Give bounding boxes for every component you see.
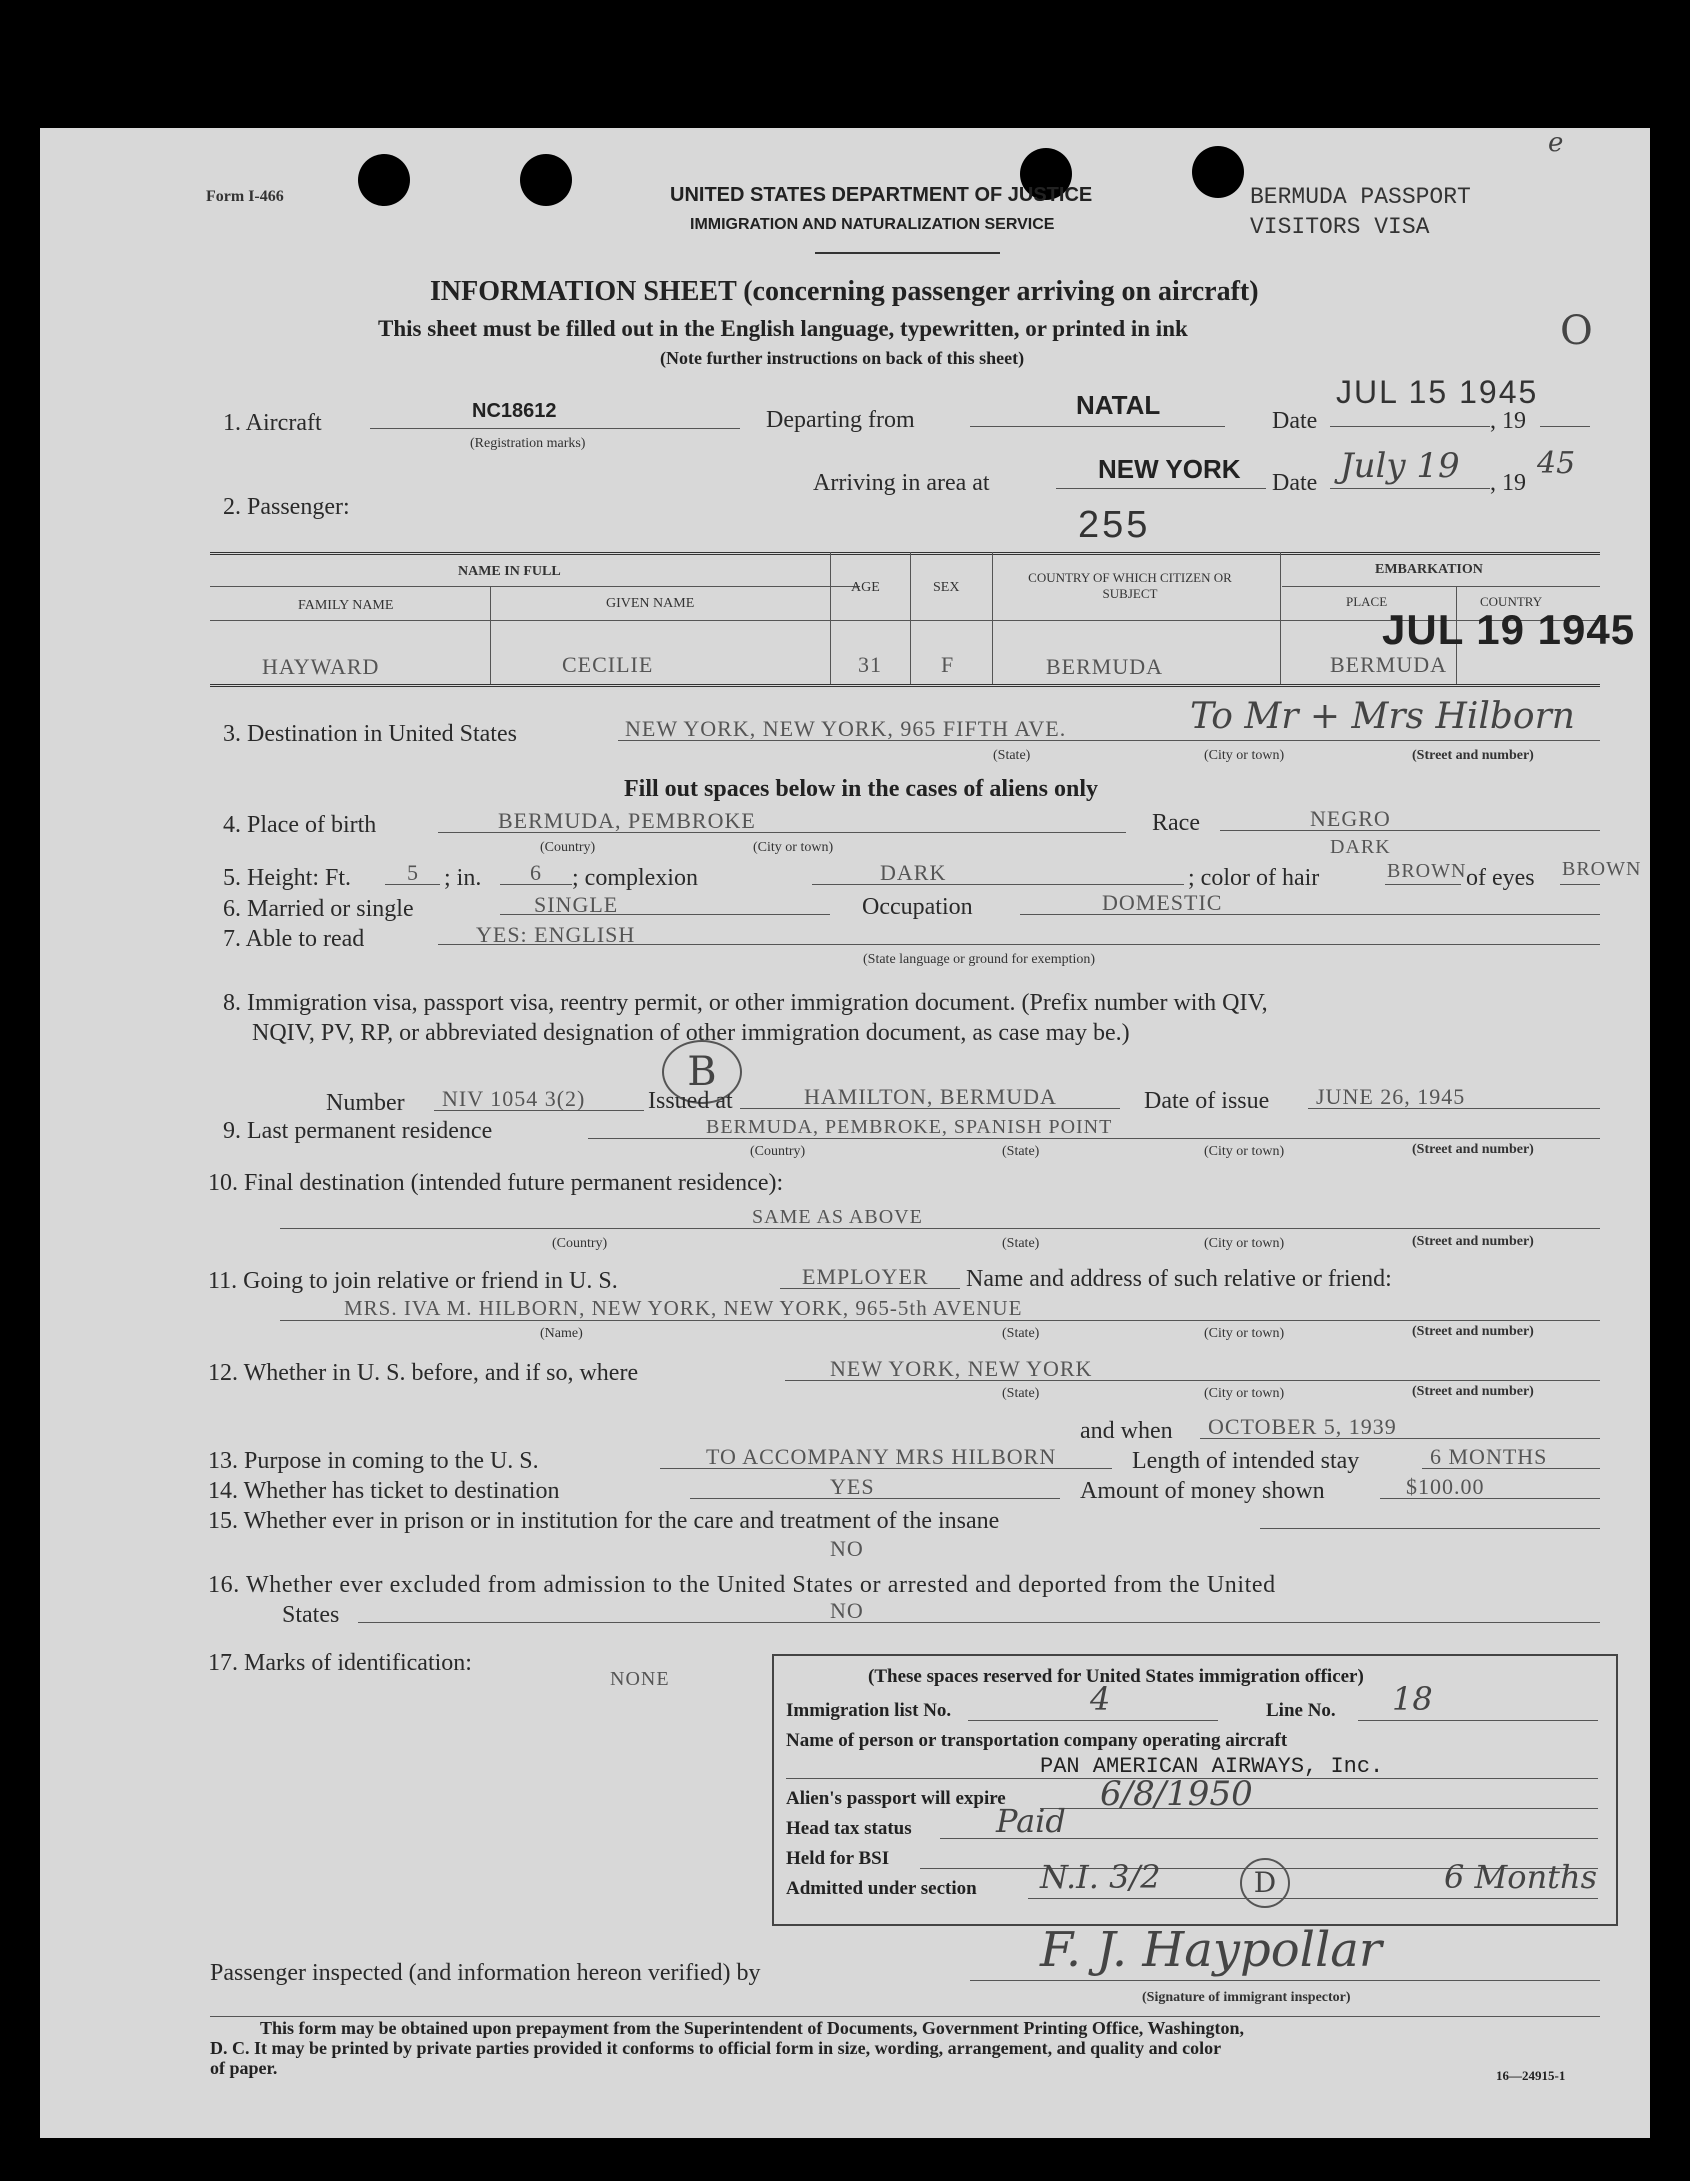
excluded-label-1: 16. Whether ever excluded from admission to the United States or arrested and deported from the United <box>208 1572 1276 1598</box>
date-of-issue-label: Date of issue <box>1144 1088 1270 1114</box>
age-cell[interactable]: 31 <box>858 652 882 677</box>
given-name-header: GIVEN NAME <box>606 596 695 611</box>
when-value[interactable]: OCTOBER 5, 1939 <box>1208 1414 1397 1439</box>
height-label: 5. Height: Ft. <box>223 865 352 891</box>
section-months[interactable]: 6 Months <box>1444 1858 1598 1896</box>
final-street-caption: (Street and number) <box>1412 1234 1534 1249</box>
footer-rule <box>210 2016 1600 2017</box>
form-sheet <box>40 128 1650 2138</box>
final-country-caption: (Country) <box>552 1236 608 1251</box>
place-cell[interactable]: BERMUDA <box>1330 652 1448 677</box>
typed-note: BERMUDA PASSPORT <box>1250 184 1471 210</box>
section-label: Admitted under section <box>786 1878 977 1899</box>
date-label: Date <box>1272 408 1318 434</box>
footer-line-1: This form may be obtained upon prepayment from the Superintendent of Documents, Government Printing Office, Washington, <box>260 2018 1245 2038</box>
read-label: 7. Able to read <box>223 926 365 952</box>
form-number: Form I-466 <box>206 188 284 205</box>
embarkation-header: EMBARKATION <box>1375 562 1483 577</box>
sex-header: SEX <box>933 580 960 595</box>
marks-label: 17. Marks of identification: <box>208 1650 472 1676</box>
hair-value[interactable]: BROWN <box>1387 860 1467 882</box>
ticket-value[interactable]: YES <box>830 1474 875 1499</box>
join-name-caption: (Name) <box>540 1326 583 1341</box>
aircraft-value[interactable]: NC18612 <box>472 400 557 422</box>
visa-number-label: Number <box>326 1090 405 1116</box>
stay-label: Length of intended stay <box>1132 1448 1360 1474</box>
before-value[interactable]: NEW YORK, NEW YORK <box>830 1356 1093 1381</box>
join-label: 11. Going to join relative or friend in U. S. <box>208 1268 618 1294</box>
prison-label: 15. Whether ever in prison or in institution for the care and treatment of the insane <box>208 1508 1000 1534</box>
before-street-caption: (Street and number) <box>1412 1384 1534 1399</box>
country-header: COUNTRY OF WHICH CITIZEN OR SUBJECT <box>1028 570 1232 601</box>
final-destination-value[interactable]: SAME AS ABOVE <box>752 1206 923 1228</box>
birth-city-caption: (City or town) <box>753 840 834 855</box>
arrival-year: , 19 <box>1490 470 1526 496</box>
emb-country-header: COUNTRY <box>1480 594 1543 609</box>
stay-value[interactable]: 6 MONTHS <box>1430 1444 1548 1469</box>
final-state-caption: (State) <box>1002 1236 1040 1251</box>
punch-hole <box>520 154 572 206</box>
registration-caption: (Registration marks) <box>470 436 586 451</box>
before-state-caption: (State) <box>1002 1386 1040 1401</box>
when-label: and when <box>1080 1418 1173 1444</box>
form-instructions: This sheet must be filled out in the English language, typewritten, or printed in ink <box>378 316 1188 341</box>
eyes-value[interactable]: BROWN <box>1562 858 1642 880</box>
family-name-header: FAMILY NAME <box>298 598 394 613</box>
arrival-date-label: Date <box>1272 470 1318 496</box>
issued-value[interactable]: HAMILTON, BERMUDA <box>804 1084 1057 1109</box>
header-rule <box>815 252 1000 254</box>
birth-value[interactable]: BERMUDA, PEMBROKE <box>498 808 756 833</box>
aircraft-label: 1. Aircraft <box>223 410 322 436</box>
destination-label: 3. Destination in United States <box>223 721 517 747</box>
corner-mark: e <box>1548 128 1564 158</box>
residence-street-caption: (Street and number) <box>1412 1142 1534 1157</box>
company-value[interactable]: PAN AMERICAN AIRWAYS, Inc. <box>1040 1754 1384 1779</box>
residence-label: 9. Last permanent residence <box>223 1118 493 1144</box>
money-value[interactable]: $100.00 <box>1406 1474 1485 1499</box>
typed-note: VISITORS VISA <box>1250 214 1430 240</box>
occupation-label: Occupation <box>862 894 973 920</box>
final-destination-label: 10. Final destination (intended future permanent residence): <box>208 1170 784 1196</box>
height-in-value[interactable]: 6 <box>530 860 542 885</box>
aliens-heading: Fill out spaces below in the cases of aliens only <box>624 776 1099 802</box>
sex-cell[interactable]: F <box>941 652 955 677</box>
signature-caption: (Signature of immigrant inspector) <box>1142 1990 1351 2005</box>
destination-street-caption: (Street and number) <box>1412 748 1534 763</box>
name-in-full-header: NAME IN FULL <box>458 564 561 579</box>
ticket-label: 14. Whether has ticket to destination <box>208 1478 560 1504</box>
embarkation-stamp: JUL 19 1945 <box>1382 606 1636 653</box>
bsi-label: Held for BSI <box>786 1848 890 1869</box>
destination-handwritten[interactable]: To Mr + Mrs Hilborn <box>1190 696 1575 737</box>
purpose-value[interactable]: TO ACCOMPANY MRS HILBORN <box>706 1444 1057 1469</box>
departing-value[interactable]: NATAL <box>1076 390 1161 420</box>
arrival-date-value[interactable]: July 19 <box>1340 446 1460 486</box>
eyes-label: of eyes <box>1466 865 1535 891</box>
occupation-value[interactable]: DOMESTIC <box>1102 890 1223 915</box>
purpose-label: 13. Purpose in coming to the U. S. <box>208 1448 539 1474</box>
given-name-cell[interactable]: CECILIE <box>562 652 654 677</box>
join-address-value[interactable]: MRS. IVA M. HILBORN, NEW YORK, NEW YORK, 965-5th AVENUE <box>344 1296 1023 1320</box>
passenger-stamp-number: 255 <box>1078 504 1151 546</box>
before-label: 12. Whether in U. S. before, and if so, where <box>208 1360 639 1386</box>
excluded-value[interactable]: NO <box>830 1598 864 1623</box>
passenger-label: 2. Passenger: <box>223 494 350 520</box>
department-title: UNITED STATES DEPARTMENT OF JUSTICE <box>670 184 1093 206</box>
inspector-signature[interactable]: F. J. Haypollar <box>1040 1922 1382 1978</box>
tax-value[interactable]: Paid <box>996 1802 1066 1840</box>
height-in-label: ; in. <box>444 865 482 891</box>
arriving-value[interactable]: NEW YORK <box>1098 454 1241 484</box>
married-label: 6. Married or single <box>223 896 414 922</box>
excluded-label-2: States <box>282 1602 340 1628</box>
before-city-caption: (City or town) <box>1204 1386 1285 1401</box>
race-value-secondary[interactable]: DARK <box>1330 836 1391 858</box>
join-street-caption: (Street and number) <box>1412 1324 1534 1339</box>
visa-circled-mark: B <box>662 1040 742 1104</box>
list-label: Immigration list No. <box>786 1700 952 1721</box>
money-label: Amount of money shown <box>1080 1478 1325 1504</box>
residence-country-caption: (Country) <box>750 1144 806 1159</box>
section-value[interactable]: N.I. 3/2 <box>1040 1858 1161 1896</box>
destination-state-caption: (State) <box>993 748 1031 763</box>
family-name-cell[interactable]: HAYWARD <box>262 654 380 679</box>
destination-value[interactable]: NEW YORK, NEW YORK, 965 FIFTH AVE. <box>625 716 1067 741</box>
place-header: PLACE <box>1346 594 1388 609</box>
date-stamp: JUL 15 1945 <box>1336 374 1539 410</box>
footer-line-3: of paper. <box>210 2058 278 2078</box>
country-cell[interactable]: BERMUDA <box>1046 654 1164 679</box>
visa-label-1: 8. Immigration visa, passport visa, reentry permit, or other immigration document. (Prefix number with QIV, <box>223 990 1268 1016</box>
read-value[interactable]: YES: ENGLISH <box>476 922 636 947</box>
residence-state-caption: (State) <box>1002 1144 1040 1159</box>
join-value[interactable]: EMPLOYER <box>802 1264 929 1289</box>
passport-value[interactable]: 6/8/1950 <box>1100 1774 1253 1814</box>
officer-box-heading: (These spaces reserved for United States immigration officer) <box>868 1666 1364 1687</box>
birth-label: 4. Place of birth <box>223 812 377 838</box>
form-title: INFORMATION SHEET (concerning passenger arriving on aircraft) <box>430 276 1259 307</box>
arrival-year-value[interactable]: 45 <box>1537 446 1576 481</box>
form-note: (Note further instructions on back of this sheet) <box>660 348 1025 368</box>
join-city-caption: (City or town) <box>1204 1326 1285 1341</box>
line-value[interactable]: 18 <box>1392 1680 1433 1718</box>
read-caption: (State language or ground for exemption) <box>863 952 1096 967</box>
punch-hole <box>1192 146 1244 198</box>
marks-value[interactable]: NONE <box>610 1668 670 1690</box>
date-year: , 19 <box>1490 408 1526 434</box>
race-label: Race <box>1152 810 1200 836</box>
arriving-label: Arriving in area at <box>813 470 990 496</box>
service-title: IMMIGRATION AND NATURALIZATION SERVICE <box>690 216 1055 233</box>
issued-label: Issued at <box>648 1088 733 1114</box>
race-value[interactable]: NEGRO <box>1310 806 1391 831</box>
age-header: AGE <box>851 580 880 595</box>
date-of-issue-value[interactable]: JUNE 26, 1945 <box>1316 1084 1466 1109</box>
passport-label: Alien's passport will expire <box>786 1788 1006 1809</box>
punch-hole <box>358 154 410 206</box>
visa-number-value[interactable]: NIV 1054 3(2) <box>442 1086 586 1111</box>
final-city-caption: (City or town) <box>1204 1236 1285 1251</box>
line-label: Line No. <box>1266 1700 1336 1721</box>
departing-label: Departing from <box>766 407 915 433</box>
join-state-caption: (State) <box>1002 1326 1040 1341</box>
form-code: 16—24915-1 <box>1496 2068 1566 2083</box>
prison-value[interactable]: NO <box>830 1536 864 1561</box>
section-circled-mark: D <box>1240 1858 1290 1908</box>
company-label: Name of person or transportation company operating aircraft <box>786 1730 1288 1751</box>
tax-label: Head tax status <box>786 1818 912 1839</box>
circle-mark: O <box>1560 308 1593 354</box>
visa-label-2: NQIV, PV, RP, or abbreviated designation of other immigration document, as case may be.) <box>252 1020 1130 1046</box>
residence-city-caption: (City or town) <box>1204 1144 1285 1159</box>
complexion-label: ; complexion <box>572 865 698 891</box>
residence-value[interactable]: BERMUDA, PEMBROKE, SPANISH POINT <box>706 1116 1113 1138</box>
birth-country-caption: (Country) <box>540 840 596 855</box>
list-value[interactable]: 4 <box>1090 1680 1111 1718</box>
destination-city-caption: (City or town) <box>1204 748 1285 763</box>
join-name-label: Name and address of such relative or friend: <box>966 1266 1392 1292</box>
height-ft-value[interactable]: 5 <box>407 860 419 885</box>
footer-line-2: D. C. It may be printed by private parties provided it conforms to official form in size, wording, arrangement, and quality and color <box>210 2038 1222 2058</box>
complexion-value[interactable]: DARK <box>880 860 947 885</box>
married-value[interactable]: SINGLE <box>534 892 619 917</box>
hair-label: ; color of hair <box>1188 865 1320 891</box>
inspected-label: Passenger inspected (and information hereon verified) by <box>210 1960 761 1986</box>
